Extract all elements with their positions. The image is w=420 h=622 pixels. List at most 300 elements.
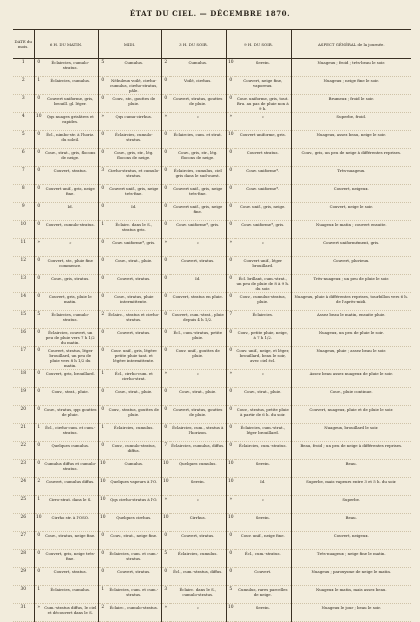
cell-date: 7 xyxy=(13,167,34,185)
cell-6h-value: 0 xyxy=(34,257,43,275)
cell-9h-state: Écl. brillant, cum.-strat., un peu de pluie de 8 à 9 h. du soir. xyxy=(236,276,290,291)
cell-aspect: Nuageux, assez beau, neige le soir. xyxy=(291,131,411,149)
cell-3h-value: 0 xyxy=(161,293,170,311)
cell-midi-state: Cumulus. xyxy=(107,460,161,478)
cell-3h-state: Écl., cum.-stratus, petite pluie. xyxy=(170,329,226,347)
cell-midi-state: Qqs cumu-cirrhus. xyxy=(107,113,161,131)
cell-6h-value: 1 xyxy=(34,496,43,514)
cell-3h-value: » xyxy=(161,496,170,514)
cell-midi-value: » xyxy=(98,113,107,131)
cell-9h-value: 10 xyxy=(226,478,235,496)
cell-aspect: Nuageux, brouillard le soir. xyxy=(291,424,411,442)
table-row xyxy=(13,275,411,293)
cell-midi-state: Éclaircies, cumulus. xyxy=(107,424,161,442)
cell-date: 6 xyxy=(13,149,34,167)
cell-3h-state: Éclaircies, cumulus, diffus. xyxy=(170,442,226,460)
cell-9h-value: 0 xyxy=(226,442,235,460)
cell-9h-value: 5 xyxy=(226,586,235,604)
cell-3h-state: » xyxy=(170,604,226,622)
cell-midi-state: Quelques cirrhus. xyxy=(107,514,161,532)
table-header-row xyxy=(13,30,411,59)
cell-3h-value: » xyxy=(161,370,170,388)
cell-aspect: Couvert uniformément, gris. xyxy=(291,239,411,257)
cell-3h-state: Cirrhus. xyxy=(170,514,226,532)
cell-aspect: Assez beau assez nuageux de pluie le soir. xyxy=(291,370,411,388)
cell-aspect: Couvert, pluvieux. xyxy=(291,257,411,275)
cell-date: 10 xyxy=(13,221,34,239)
cell-9h-state: Écl., cum.-stratus. xyxy=(235,550,291,568)
cell-9h-value: 10 xyxy=(226,460,235,478)
cell-date: 9 xyxy=(13,203,34,221)
cell-3h-state: Couvert, stratus. xyxy=(170,532,226,550)
cell-date: 13 xyxy=(13,275,34,293)
cell-date: 20 xyxy=(13,406,34,424)
cell-aspect: Beau. xyxy=(291,514,411,532)
cell-date: 31 xyxy=(13,604,34,622)
cell-6h-value: 0 xyxy=(34,388,43,406)
cell-6h-state: Couvert, stratus, léger brouillard, un peu de pluie vers 8 h 1/2 du matin. xyxy=(43,347,98,370)
cell-aspect: Très-nuageux ; un peu de pluie le soir. xyxy=(291,275,411,293)
cell-aspect: Nuageux ; neige fine le soir. xyxy=(291,77,411,95)
cell-aspect: Brumeux ; froid le soir. xyxy=(291,95,411,113)
cell-aspect: Couvert, neigeux. xyxy=(291,185,411,203)
cell-3h-value: 3 xyxy=(161,586,170,604)
cell-midi-state: Éclaircies, cumulo-stratus. xyxy=(107,131,161,149)
cell-aspect: Superbe. xyxy=(291,496,411,514)
cell-3h-value: 10 xyxy=(161,478,170,496)
cell-aspect: Superbe, mais vapeurs entre 3 et 5 h. du soir. xyxy=(291,478,411,496)
cell-3h-value: » xyxy=(161,113,170,131)
cell-midi-value: 0 xyxy=(98,550,107,568)
cell-midi-state: Éclaircies, cum. et cum.-stratus. xyxy=(107,550,161,568)
cell-6h-state: Quelques cumulus. xyxy=(43,442,98,460)
cell-6h-value: 0 xyxy=(34,275,43,293)
table-row xyxy=(13,604,411,622)
cell-6h-state: Couvert uniforme, gris, brouill. gl. léger. xyxy=(43,95,98,113)
column-header-date: DATE du mois. xyxy=(13,30,34,59)
cell-aspect: Nuageux le matin, mais assez beau. xyxy=(291,586,411,604)
cell-aspect: Nuageux le jour ; beau le soir. xyxy=(291,604,411,622)
cell-3h-state: Quelques cumulus. xyxy=(170,460,226,478)
table-row xyxy=(13,311,411,329)
cell-midi-value: 0 xyxy=(98,239,107,257)
cell-6h-state: Écl., cirrho-cum. et cum.-stratus. xyxy=(43,424,98,442)
cell-6h-state: Id. xyxy=(43,203,98,221)
cell-midi-state: Couvert, stratus. xyxy=(107,275,161,293)
cell-midi-state: Éclairc. dans le S., stratus gris. xyxy=(107,221,161,239)
table-row xyxy=(13,568,411,586)
cell-midi-value: 0 xyxy=(98,568,107,586)
table-row xyxy=(13,550,411,568)
cell-date: 25 xyxy=(13,496,34,514)
cell-aspect: Nuageux, un peu de pluie le soir. xyxy=(291,329,411,347)
cell-3h-state: Couv., strat., pluie. xyxy=(170,388,226,406)
cell-date: 12 xyxy=(13,257,34,275)
cell-aspect: Couvert, nuageux, pluie et de pluie le soir. xyxy=(291,406,411,424)
cell-6h-state: Couvert, cumulus diffus. xyxy=(43,478,98,496)
cell-midi-state: Nébuleux voilé, cirrhu-cumulus, cirrho-stratus, pâle. xyxy=(107,77,161,95)
cell-midi-value: 0 xyxy=(98,329,107,347)
cell-9h-state: Éclaircies. xyxy=(235,311,291,329)
cell-midi-value: 3 xyxy=(98,167,107,185)
cell-9h-state: Serein. xyxy=(235,59,291,77)
cell-aspect: Beau, froid ; un peu de neige à différentes reprises. xyxy=(291,442,411,460)
cell-date: 30 xyxy=(13,586,34,604)
table-row xyxy=(13,185,411,203)
cell-3h-state: Voilé, cirrhus. xyxy=(170,77,226,95)
cell-6h-value: 10 xyxy=(34,113,43,131)
cell-6h-value: 0 xyxy=(34,532,43,550)
cell-9h-value: 0 xyxy=(226,347,235,370)
cell-midi-value: 1 xyxy=(98,424,107,442)
cell-6h-state: Éclaircies, cumulus. xyxy=(43,586,98,604)
page-title: ÉTAT DU CIEL. — DÉCEMBRE 1870. xyxy=(129,9,291,18)
cell-date: 27 xyxy=(13,532,34,550)
cell-midi-state: Couv., str., gouttes de pluie. xyxy=(107,95,161,113)
cell-9h-state: Serein. xyxy=(235,514,291,532)
cell-9h-value: » xyxy=(226,496,235,514)
cell-9h-state: Couv. unif., gris, neige. xyxy=(235,203,291,221)
table-row xyxy=(13,388,411,406)
cell-date: 5 xyxy=(13,131,34,149)
cell-aspect: Beau. xyxy=(291,460,411,478)
cell-9h-state: Serein. xyxy=(235,604,291,622)
table-row xyxy=(13,496,411,514)
cell-3h-state: Couv., gris, str., lég. flocons de neige. xyxy=(170,149,226,167)
cell-midi-value: 0 xyxy=(98,406,107,424)
cell-date: 11 xyxy=(13,239,34,257)
cell-midi-value: 0 xyxy=(98,149,107,167)
cell-6h-value: 0 xyxy=(34,370,43,388)
cell-aspect: Couv., gris, un peu de neige à différentes reprises. xyxy=(291,149,411,167)
column-header-6h: 6 H. DU MATIN. xyxy=(34,30,98,59)
table-row xyxy=(13,370,411,388)
cell-3h-state: Couvert, cum.-strat., pluie depuis 4 h 1/2. xyxy=(170,311,226,329)
cell-9h-state: Cumulus, rares parcelles de neige. xyxy=(235,586,291,604)
cell-midi-value: 0 xyxy=(98,95,107,113)
table-row xyxy=(13,347,411,370)
cell-midi-value: 5 xyxy=(98,59,107,77)
cell-9h-state: Couvert, neige fine, vaporeux. xyxy=(235,77,291,95)
cell-date: 1 xyxy=(13,59,34,77)
cell-6h-state: Couvert, gris, brouillard. xyxy=(43,370,98,388)
table-row xyxy=(13,239,411,257)
cell-3h-state: Éclaircies, cumulus. xyxy=(170,550,226,568)
cell-midi-state: Couv. unif., gris, légère petite pluie tant. et légère intermittente. xyxy=(107,347,161,370)
cell-midi-value: 1 xyxy=(98,221,107,239)
cell-9h-value: 0 xyxy=(226,275,235,293)
cell-3h-value: 0 xyxy=(161,221,170,239)
cell-6h-value: » xyxy=(34,239,43,257)
cell-aspect: Nuageux le matin ; couvert ensuite. xyxy=(291,221,411,239)
cell-6h-state: Éclaircies, cumulus. xyxy=(43,77,98,95)
cell-date: 28 xyxy=(13,550,34,568)
table-row xyxy=(13,532,411,550)
cell-midi-state: Couvert, stratus. xyxy=(107,568,161,586)
cell-6h-state: Couvert, stratus. xyxy=(43,167,98,185)
table-row xyxy=(13,586,411,604)
cell-date: 3 xyxy=(13,95,34,113)
cell-midi-value: 0 xyxy=(98,257,107,275)
cell-midi-value: 0 xyxy=(98,275,107,293)
cell-aspect: Couv., pluie continue. xyxy=(291,388,411,406)
cell-6h-value: 0 xyxy=(34,131,43,149)
cell-3h-value: 0 xyxy=(161,131,170,149)
table-body xyxy=(13,59,411,622)
cell-midi-state: Couvert unif., gris, neige très-fine. xyxy=(107,185,161,203)
cell-midi-value: 10 xyxy=(98,514,107,532)
cell-aspect: Couvert, neige le soir. xyxy=(291,203,411,221)
cell-9h-state: Couv. unif., neige, et léger, brouillard, beau le soir, avec ciel écl. xyxy=(235,347,291,370)
cell-3h-state: Éclaircies, cum., stratus à l'horizon. xyxy=(170,424,226,442)
cell-3h-state: Id. xyxy=(170,275,226,293)
cell-midi-state: Couv., gris, str., lég. flocons de neige. xyxy=(107,149,161,167)
table-row xyxy=(13,442,411,460)
cell-midi-value: 0 xyxy=(98,131,107,149)
cell-9h-value: 10 xyxy=(226,514,235,532)
cell-9h-value: » xyxy=(226,239,235,257)
cell-9h-state: Couv. uniforme*. xyxy=(235,185,291,203)
cell-3h-value: 0 xyxy=(161,347,170,370)
cell-6h-state: Couvert unif., gris, neige fine. xyxy=(43,185,98,203)
cell-9h-state: » xyxy=(235,370,291,388)
cell-3h-state: » xyxy=(170,496,226,514)
table-row xyxy=(13,406,411,424)
column-header-9h: 9 H. DU SOIR. xyxy=(226,30,291,59)
cell-midi-state: Éclairc., stratus et cirrho-stratus. xyxy=(107,311,161,329)
cell-9h-state: Éclaircies, cum.-strat., léger brouillard. xyxy=(235,424,291,442)
cell-date: 8 xyxy=(13,185,34,203)
cell-6h-value: 1 xyxy=(34,77,43,95)
cell-3h-value: 0 xyxy=(161,185,170,203)
cell-9h-value: 10 xyxy=(226,131,235,149)
cell-aspect: Très-nuageux. xyxy=(291,167,411,185)
cell-date: 21 xyxy=(13,424,34,442)
cell-3h-value: 0 xyxy=(161,275,170,293)
table-row xyxy=(13,329,411,347)
cell-3h-state: Couv. uniforme*, gris. xyxy=(170,221,226,239)
cell-3h-state: Couvert, stratus en pluie. xyxy=(170,293,226,311)
weather-table xyxy=(13,29,411,622)
cell-6h-value: 5 xyxy=(34,311,43,329)
cell-midi-value: 0 xyxy=(98,77,107,95)
cell-aspect: Nuageux, pluie ; assez beau le soir. xyxy=(291,347,411,370)
cell-6h-value: 0 xyxy=(34,95,43,113)
cell-midi-state: Couv., strat., pluie. xyxy=(107,388,161,406)
cell-midi-state: Quelques vapeurs à l'O. xyxy=(107,478,161,496)
cell-9h-value: 0 xyxy=(226,388,235,406)
cell-date: 24 xyxy=(13,478,34,496)
column-header-midi: MIDI. xyxy=(98,30,161,59)
cell-3h-state: Éclaircies, cumulus, ciel gris dans le sud-ouest. xyxy=(170,167,226,185)
cell-aspect: Assez beau le matin, ensuite pluie. xyxy=(291,311,411,329)
cell-3h-value: 0 xyxy=(161,77,170,95)
cell-3h-value: 0 xyxy=(161,149,170,167)
cell-midi-state: Couv. uniforme*, gris. xyxy=(107,239,161,257)
cell-midi-value: 10 xyxy=(98,460,107,478)
cell-9h-value: 0 xyxy=(226,149,235,167)
cell-3h-state: Couv. unif., gouttes de pluie. xyxy=(170,347,226,370)
cell-midi-value: 0 xyxy=(98,347,107,370)
cell-9h-value: 10 xyxy=(226,59,235,77)
cell-date: 14 xyxy=(13,293,34,311)
cell-midi-value: 10 xyxy=(98,496,107,514)
cell-6h-value: 0 xyxy=(34,293,43,311)
cell-aspect: Nuageux ; froid ; très-beau le soir. xyxy=(291,59,411,77)
cell-6h-state: Couv., stratus, neige fine. xyxy=(43,532,98,550)
table-row xyxy=(13,424,411,442)
cell-midi-value: 2 xyxy=(98,311,107,329)
cell-3h-state: Serein. xyxy=(170,478,226,496)
cell-date: 18 xyxy=(13,370,34,388)
cell-3h-state: Cumulus. xyxy=(170,59,226,77)
cell-9h-value: 0 xyxy=(226,406,235,424)
cell-9h-state: Couv., strat., pluie. xyxy=(235,388,291,406)
cell-9h-value: 7 xyxy=(226,311,235,329)
cell-aspect: Nuageux, pluie à différentes reprises, tourbillon vers 6 h. de l'après-midi. xyxy=(291,293,411,311)
cell-date: 2 xyxy=(13,77,34,95)
cell-midi-value: 0 xyxy=(98,185,107,203)
column-header-3h: 3 H. DU SOIR. xyxy=(161,30,226,59)
cell-3h-value: 2 xyxy=(161,59,170,77)
cell-6h-value: 0 xyxy=(34,167,43,185)
cell-midi-value: 1 xyxy=(98,370,107,388)
cell-9h-state: Id. xyxy=(235,478,291,496)
cell-9h-value: 0 xyxy=(226,95,235,113)
cell-midi-value: 0 xyxy=(98,388,107,406)
cell-3h-value: 0 xyxy=(161,95,170,113)
cell-3h-value: 7 xyxy=(161,442,170,460)
cell-9h-value: 0 xyxy=(226,257,235,275)
cell-3h-state: Couvert, stratus, gouttes de pluie. xyxy=(170,406,226,424)
cell-9h-state: » xyxy=(235,239,291,257)
cell-3h-value: 10 xyxy=(161,514,170,532)
cell-3h-value: 0 xyxy=(161,388,170,406)
cell-9h-value: 0 xyxy=(226,293,235,311)
cell-midi-state: Cirrho-stratus, et cumulo-stratus. xyxy=(107,167,161,185)
cell-3h-value: 0 xyxy=(161,203,170,221)
cell-6h-state: Couv., strat., pluie. xyxy=(43,388,98,406)
cell-9h-value: 0 xyxy=(226,77,235,95)
cell-midi-state: Éclairc., cumulo-stratus. xyxy=(107,604,161,622)
cell-6h-state: Couvert, cumulo-stratus. xyxy=(43,221,98,239)
cell-6h-state: Couvert, str., pluie fine commence. xyxy=(43,257,98,275)
cell-date: 19 xyxy=(13,388,34,406)
cell-3h-value: » xyxy=(161,239,170,257)
cell-6h-value: 0 xyxy=(34,221,43,239)
table-row xyxy=(13,149,411,167)
cell-3h-state: » xyxy=(170,239,226,257)
cell-9h-state: » xyxy=(235,113,291,131)
cell-9h-value: 0 xyxy=(226,167,235,185)
cell-3h-value: 0 xyxy=(161,311,170,329)
cell-9h-value: 0 xyxy=(226,185,235,203)
cell-6h-state: Qqs nuages grisâtres et rapides. xyxy=(43,113,98,131)
column-header-aspect: ASPECT GÉNÉRAL de la journée. xyxy=(291,30,411,59)
cell-6h-state: » xyxy=(43,239,98,257)
cell-midi-state: Éclaircies, cum. et cum.-stratus. xyxy=(107,586,161,604)
cell-6h-value: 0 xyxy=(34,185,43,203)
cell-3h-value: » xyxy=(161,604,170,622)
cell-9h-value: 10 xyxy=(226,604,235,622)
cell-9h-value: » xyxy=(226,113,235,131)
cell-midi-value: 0 xyxy=(98,442,107,460)
cell-6h-state: Éclaircies, couvert, un peu de pluie vers 7 h 1/2 du matin. xyxy=(43,329,98,347)
cell-date: 23 xyxy=(13,460,34,478)
cell-midi-state: Couv., stratus, pluie intermittente. xyxy=(107,293,161,311)
table-row xyxy=(13,77,411,95)
cell-midi-state: Cumulus. xyxy=(107,59,161,77)
cell-date: 16 xyxy=(13,329,34,347)
cell-6h-state: Éclaircies, cumulo-stratus. xyxy=(43,311,98,329)
cell-6h-state: Cirro-strat. dans le S. xyxy=(43,496,98,514)
table-row xyxy=(13,203,411,221)
cell-midi-state: Qqs cirrho-stratus à l'O. xyxy=(107,496,161,514)
cell-3h-state: Couvert unif., gris, neige fine. xyxy=(170,203,226,221)
cell-6h-value: 0 xyxy=(34,329,43,347)
cell-3h-state: Éclaircies, cum. et strat. xyxy=(170,131,226,149)
cell-date: 17 xyxy=(13,347,34,370)
cell-9h-value: 0 xyxy=(226,532,235,550)
cell-3h-value: 0 xyxy=(161,257,170,275)
cell-midi-state: Couv., strat., neige fine. xyxy=(107,532,161,550)
cell-aspect: Superbe, froid. xyxy=(291,113,411,131)
cell-date: 22 xyxy=(13,442,34,460)
cell-midi-value: 0 xyxy=(98,293,107,311)
cell-9h-value: 0 xyxy=(226,550,235,568)
cell-midi-value: 2 xyxy=(98,604,107,622)
cell-midi-value: 10 xyxy=(98,478,107,496)
cell-3h-value: 0 xyxy=(161,424,170,442)
cell-midi-state: Id. xyxy=(107,203,161,221)
cell-midi-state: Couvert, stratus. xyxy=(107,329,161,347)
cell-6h-state: Couvert, gris, neige très-fine. xyxy=(43,550,98,568)
table-row xyxy=(13,131,411,149)
cell-6h-value: 0 xyxy=(34,442,43,460)
cell-aspect: Couvert, neigeux. xyxy=(291,532,411,550)
cell-9h-value: 0 xyxy=(226,568,235,586)
cell-3h-value: 10 xyxy=(161,460,170,478)
cell-9h-state: Couvert stratus. xyxy=(235,149,291,167)
cell-9h-state: Couv., petite pluie, neige, à 7 h 1/2. xyxy=(235,329,291,347)
cell-9h-state: Couvert uniforme, gris. xyxy=(235,131,291,149)
cell-9h-state: Serein. xyxy=(235,460,291,478)
cell-3h-state: Couvert unif., gris, neige très-fine. xyxy=(170,185,226,203)
cell-aspect: Très-nuageux ; neige fine le matin. xyxy=(291,550,411,568)
cell-6h-value: 0 xyxy=(34,406,43,424)
cell-midi-state: Couv., stratus, gouttes de pluie. xyxy=(107,406,161,424)
cell-9h-value: 0 xyxy=(226,221,235,239)
cell-6h-state: Éclaircies, cumulo-stratus. xyxy=(43,59,98,77)
cell-6h-value: 0 xyxy=(34,568,43,586)
cell-9h-state: Couvert unif., léger brouillard. xyxy=(235,257,291,275)
cell-3h-value: 0 xyxy=(161,406,170,424)
cell-6h-value: » xyxy=(34,604,43,622)
cell-3h-state: Écl., cum.-stratus, diffus. xyxy=(170,568,226,586)
cell-6h-state: Couv., gris, stratus. xyxy=(43,275,98,293)
table-row xyxy=(13,478,411,496)
cell-midi-value: 0 xyxy=(98,203,107,221)
cell-midi-state: Couv., strat., pluie. xyxy=(107,257,161,275)
cell-6h-state: Cum.-stratus diffus, le ciel et découvert dans le S. xyxy=(43,604,98,622)
table-row xyxy=(13,95,411,113)
cell-9h-state: Couv. uniforme*, gris. xyxy=(235,221,291,239)
table-row xyxy=(13,167,411,185)
cell-6h-value: 10 xyxy=(34,514,43,532)
cell-9h-state: Éclaircies, cum.-stratus. xyxy=(235,442,291,460)
cell-midi-value: 0 xyxy=(98,532,107,550)
cell-date: 15 xyxy=(13,311,34,329)
